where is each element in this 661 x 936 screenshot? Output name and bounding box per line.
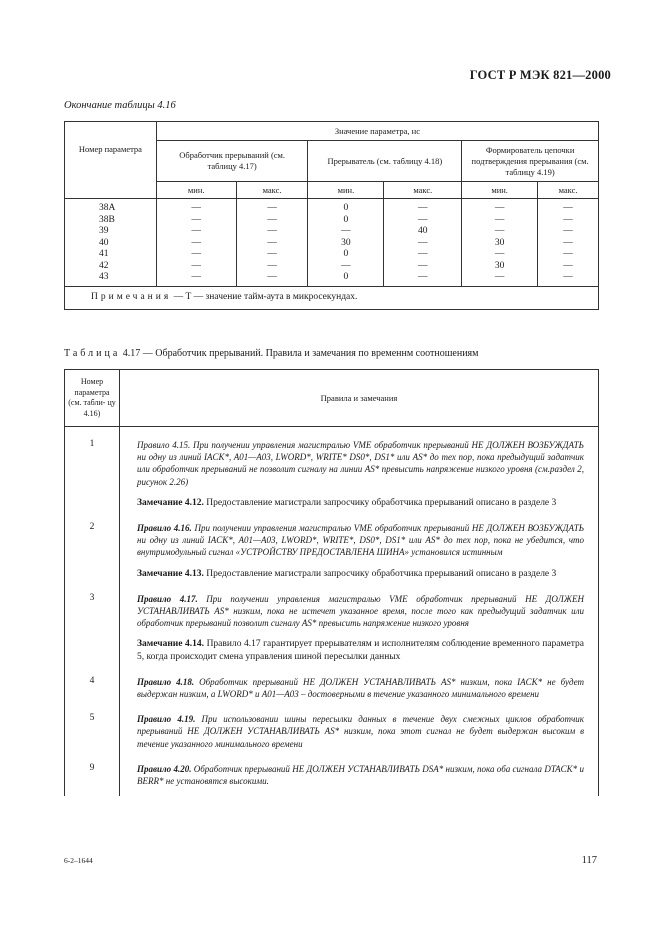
rule-row <box>65 518 599 589</box>
param-value: — <box>494 272 505 282</box>
param-value: 0 <box>343 203 349 213</box>
remark-label: Замечание 4.13. <box>137 568 204 579</box>
row-number: 1 <box>65 427 120 519</box>
param-value: — <box>191 226 201 236</box>
group-handler: Обработчик прерываний (см. таблицу 4.17) <box>156 141 308 182</box>
min-label: мин. <box>156 182 236 199</box>
rule-label: Правило 4.16. <box>137 523 192 534</box>
footer-print-code: 6-2–1644 <box>64 856 93 865</box>
col-header-num: Номер параметра (см. табли- цу 4.16) <box>65 370 120 427</box>
param-value: 0 <box>343 249 349 259</box>
param-value: — <box>267 214 277 225</box>
min-label: мин. <box>308 182 384 199</box>
row-number: 5 <box>65 709 120 759</box>
param-number: 40 <box>99 237 109 248</box>
table-caption-continuation: Окончание таблицы 4.16 <box>64 100 176 111</box>
min-label: мин. <box>462 182 538 199</box>
rule-body: Обработчик прерываний НЕ ДОЛЖЕН УСТАНАВЛИВАТЬ AS* низким, пока IACK* не будет выдержан низким, а LWORD* и A01—A03 – достоверными в течение указанного минимального времени <box>137 676 584 700</box>
rule-row <box>65 589 599 672</box>
param-value: — <box>418 272 428 282</box>
param-value: — <box>563 237 573 248</box>
table-data-block <box>65 199 599 287</box>
max-label: макс. <box>236 182 308 199</box>
value-column <box>308 199 384 287</box>
param-number: 38А <box>99 203 116 213</box>
rule-text <box>137 676 584 700</box>
caption-text: 4.17 — Обработчик прерываний. Правила и замечания по временнм соотношениям <box>120 348 479 359</box>
rule-text <box>137 713 584 750</box>
rule-cell <box>120 709 599 759</box>
table-caption <box>64 348 478 359</box>
rule-label: Правило 4.18. <box>137 676 195 687</box>
value-column <box>156 199 236 287</box>
value-column <box>384 199 462 287</box>
col-header-param: Номер параметра <box>65 122 157 199</box>
param-value: — <box>267 272 277 282</box>
rule-body: При получении управления магистралью VME обработчик прерываний НЕ ДОЛЖЕН ВОЗБУЖДАТЬ ни одну из линий IACK*, A01—A03, LWORD*, WRITE*, DS0*, DS1* или AS* до тех пор, пока не убедится, что внутримодульный сигнал «УСТРОЙСТВУ ПРЕДОСТАВЛЕНА ШИНА» установился истинным <box>137 523 585 558</box>
param-number-column <box>65 199 157 287</box>
param-value: 0 <box>343 214 349 225</box>
page-number: 117 <box>581 855 597 866</box>
row-number: 4 <box>65 672 120 709</box>
param-value: 40 <box>418 226 428 236</box>
param-value: — <box>267 203 277 213</box>
param-value: — <box>267 237 277 248</box>
param-value: — <box>191 203 201 213</box>
param-value: — <box>418 249 428 259</box>
rule-cell <box>120 427 599 519</box>
param-value: — <box>418 203 428 213</box>
rule-label: Правило 4.19. <box>137 714 196 725</box>
rule-body: Правило 4.15. При получении управления магистралью VME обработчик прерываний НЕ ДОЛЖЕН ВОЗБУЖДАТЬ ни одну из линий IACK*, A01—A03, LWORD*, WRITE* DS0*, DS1* или AS* до тех пор, пока предыдущий задатчик или обработчик прерываний не позволит сигналу на линии AS* превысить напряжение низкого уровня (см.раздел 2, рисунок 2.26) <box>137 440 584 487</box>
timing-table <box>64 121 599 310</box>
param-value: — <box>191 214 201 225</box>
row-number: 2 <box>65 518 120 589</box>
param-value: — <box>494 226 505 236</box>
rule-label: Правило 4.20. <box>137 763 192 774</box>
param-value: — <box>494 203 505 213</box>
value-column <box>236 199 308 287</box>
param-value: — <box>267 226 277 236</box>
param-value: 30 <box>494 237 505 248</box>
param-value: — <box>563 226 573 236</box>
rule-text <box>137 522 584 559</box>
rule-text <box>137 763 584 787</box>
rule-label: Правило 4.17. <box>137 593 198 604</box>
param-number: 41 <box>99 249 109 259</box>
rules-table <box>64 369 599 796</box>
param-number: 42 <box>99 260 109 271</box>
param-value: — <box>418 260 428 271</box>
value-column <box>462 199 538 287</box>
rule-row <box>65 672 599 709</box>
max-label: макс. <box>538 182 599 199</box>
rule-body: При использовании шины пересылки данных в течение двух смежных циклов обработчик прерываний НЕ ДОЛЖЕН УСТАНАВЛИВАТЬ AS* низким, пока этот сигнал не будет выдержан высоким в течение указанного минимального времени <box>137 714 584 749</box>
rule-cell <box>120 518 599 589</box>
param-value: — <box>494 214 505 225</box>
remark-body: Правило 4.17 гарантирует прерывателям и исполнителям соблюдение временного параметра 5, когда происходит смена управления шиной пересылки данных <box>137 639 584 662</box>
rule-row <box>65 759 599 796</box>
rule-row <box>65 427 599 519</box>
remark-text <box>137 568 584 580</box>
note-text: — Т — значение тайм-аута в микросекундах. <box>171 291 358 302</box>
document-header: ГОСТ Р МЭК 821—2000 <box>469 68 611 82</box>
param-value: 30 <box>494 260 505 271</box>
rule-row <box>65 709 599 759</box>
remark-text <box>137 497 584 509</box>
param-value: — <box>563 249 573 259</box>
row-number: 9 <box>65 759 120 796</box>
param-value: — <box>267 260 277 271</box>
param-value: — <box>418 214 428 225</box>
param-value: — <box>191 237 201 248</box>
param-number: 38В <box>99 214 115 225</box>
param-value: — <box>191 260 201 271</box>
param-value: — <box>341 260 351 271</box>
col-header-rules: Правила и замечания <box>120 370 599 427</box>
rule-body: При получении управления магистралью VME обработчик прерываний НЕ ДОЛЖЕН УСТАНАВЛИВАТЬ AS* низким, пока не истечет указанное время, после того как предыдущий задатчик или обработчик прерываний позволит сигналу AS* превысить напряжение низкого уровня <box>137 593 584 629</box>
param-value: — <box>563 272 573 282</box>
caption-label: Таблица <box>64 348 121 359</box>
max-label: макс. <box>384 182 462 199</box>
rule-body: Обработчик прерываний НЕ ДОЛЖЕН УСТАНАВЛИВАТЬ DSA* низким, пока оба сигнала DTACK* и BERR* не установятся высокими. <box>137 763 584 787</box>
param-number: 43 <box>99 272 109 282</box>
rule-text <box>137 439 584 488</box>
value-column <box>538 199 599 287</box>
param-value: — <box>191 249 201 259</box>
note-label: Примечания <box>91 291 172 302</box>
rule-text <box>137 593 584 630</box>
rule-cell <box>120 672 599 709</box>
row-number: 3 <box>65 589 120 672</box>
param-value: — <box>341 226 351 236</box>
param-value: — <box>563 203 573 213</box>
param-value: — <box>563 260 573 271</box>
group-daisy-chain: Формирователь цепочки подтверждения прерывания (см. таблицу 4.19) <box>462 141 599 182</box>
remark-label: Замечание 4.12. <box>137 497 204 508</box>
remark-body: Предоставление магистрали запросчику обработчика прерываний описано в разделе 3 <box>203 497 557 508</box>
remark-text <box>137 638 584 662</box>
param-value: — <box>191 272 201 282</box>
param-number: 39 <box>99 226 109 236</box>
remark-body: Предоставление магистрали запросчику обработчика прерываний описано в разделе 3 <box>203 568 557 579</box>
group-header: Значение параметра, нс <box>156 122 598 141</box>
table-note <box>65 286 599 309</box>
param-value: — <box>418 237 428 248</box>
param-value: 0 <box>343 272 349 282</box>
rule-cell <box>120 589 599 672</box>
param-value: — <box>563 214 573 225</box>
param-value: 30 <box>341 237 351 248</box>
remark-label: Замечание 4.14. <box>137 639 205 650</box>
param-value: — <box>494 249 505 259</box>
rule-cell <box>120 759 599 796</box>
param-value: — <box>267 249 277 259</box>
group-interrupter: Прерыватель (см. таблицу 4.18) <box>308 141 462 182</box>
